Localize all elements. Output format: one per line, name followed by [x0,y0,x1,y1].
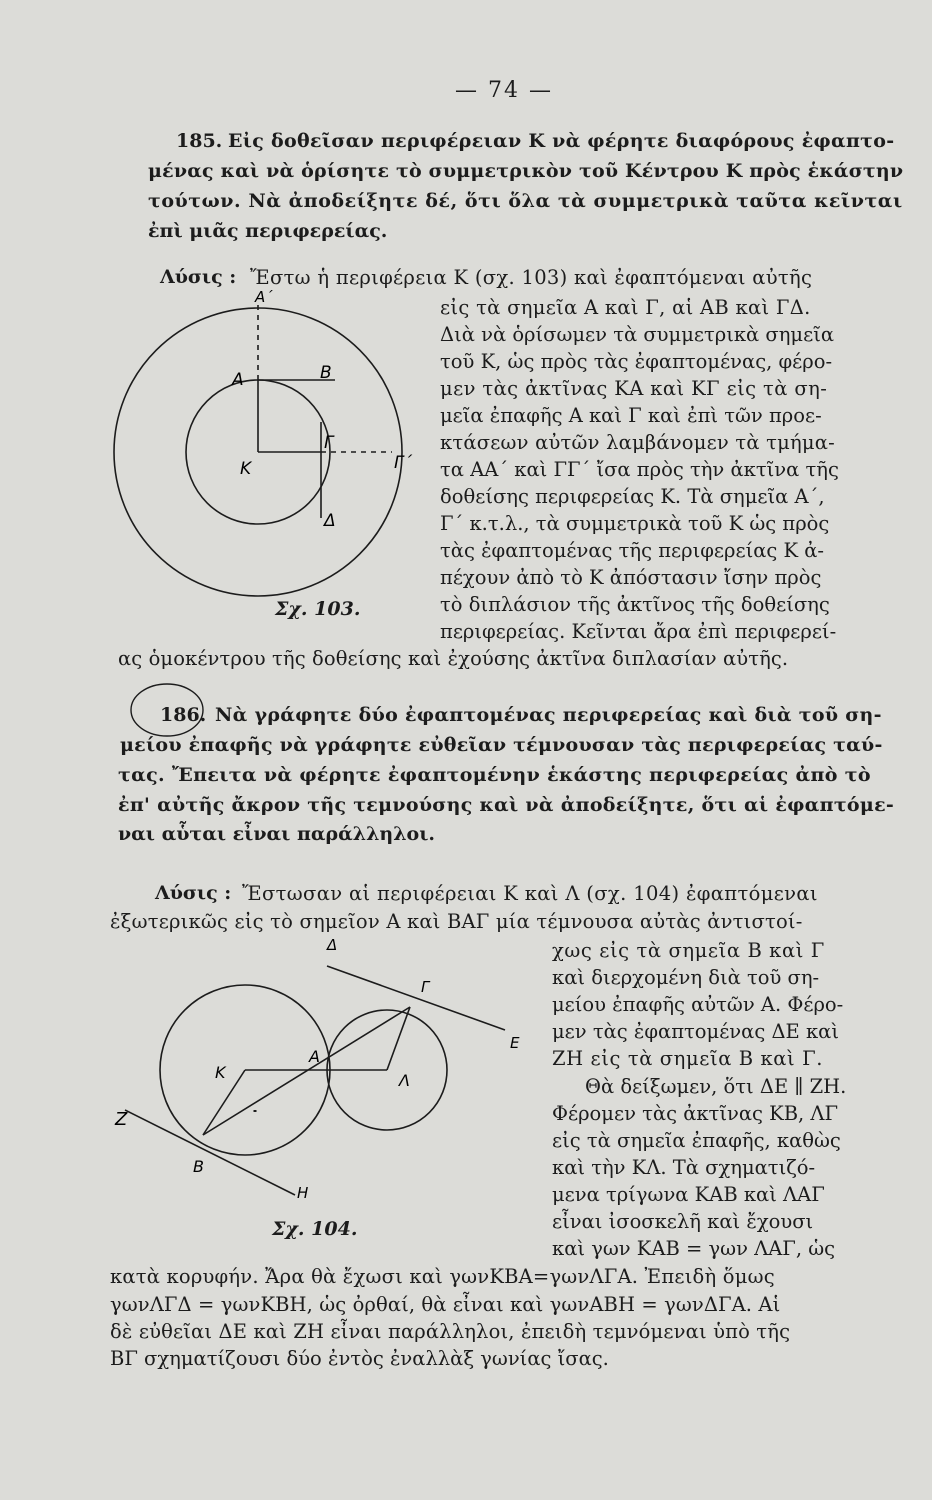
problem-185-line: Εἰς δοθεῖσαν περιφέρειαν Κ νὰ φέρητε διαφόρους ἐφαπτο- [228,130,895,152]
fig103-label-D: Δ [324,511,336,531]
solution-186-line: γωνΛΓΔ = γωνΚΒΗ, ὡς ὀρθαί, θὰ εἶναι καὶ γωνΑΒΗ = γωνΔΓΑ. Αἱ [110,1293,781,1316]
fig104-label-B: Β [193,1157,204,1176]
solution-185-line: πέχουν ἀπὸ τὸ Κ ἀπόστασιν ἴσην πρὸς [440,566,822,589]
solution-186-line: Φέρομεν τὰς ἀκτῖνας ΚΒ, ΛΓ [552,1102,839,1125]
figure-103 [110,290,440,620]
solution-185-line: ας ὁμοκέντρου τῆς δοθείσης καὶ ἐχούσης ἀκτῖνα διπλασίαν αὐτῆς. [118,647,789,670]
fig103-label-B: Β [320,363,332,383]
problem-186-line: Νὰ γράφητε δύο ἐφαπτομένας περιφερείας καὶ διὰ τοῦ ση- [215,704,882,726]
fig103-label-K: Κ [240,459,252,479]
solution-186-line: κατὰ κορυφήν. Ἄρα θὰ ἔχωσι καὶ γωνΚΒΑ=γωνΛΓΑ. Ἐπειδὴ ὅμως [110,1265,775,1288]
solution-185-line: κτάσεων αὐτῶν λαμβάνομεν τὰ τμήμα- [440,431,835,454]
solution-186-line: καὶ διερχομένη διὰ τοῦ ση- [552,966,820,989]
problem-186-number: 186. [160,704,207,726]
solution-185-line: Διὰ νὰ ὁρίσωμεν τὰ συμμετρικὰ σημεῖα [440,323,835,346]
solution-185-line: τὸ διπλάσιον τῆς ἀκτῖνος τῆς δοθείσης [440,593,830,616]
solution-186-line: μεν τὰς ἐφαπτομένας ΔΕ καὶ [552,1020,839,1043]
solution-186-line: καὶ γων ΚΑΒ = γων ΛΑΓ, ὡς [552,1237,836,1260]
fig103-label-G-prime: Γ΄ [394,453,412,473]
problem-186-line: ἐπ' αὐτῆς ἄκρον τῆς τεμνούσης καὶ νὰ ἀποδείξητε, ὅτι αἱ ἐφαπτόμε- [118,794,895,816]
fig104-label-L: Λ [399,1071,410,1090]
page-number: — 74 — [455,78,553,103]
fig103-label-A-prime: Α΄ [255,290,273,306]
radius-LG [387,1007,410,1070]
solution-186-line: μενα τρίγωνα ΚΑΒ καὶ ΛΑΓ [552,1183,825,1206]
problem-186-line: ναι αὗται εἶναι παράλληλοι. [118,823,436,845]
solution-185-line: εἰς τὰ σημεῖα Α καὶ Γ, αἱ ΑΒ καὶ ΓΔ. [440,296,811,319]
solution-185-line: τοῦ Κ, ὡς πρὸς τὰς ἐφαπτομένας, φέρο- [440,350,833,373]
fig104-label-D: Δ [327,936,338,954]
fig104-label-H: Η [297,1184,309,1202]
solution-186-line: χως εἰς τὰ σημεῖα Β καὶ Γ [552,939,825,962]
solution-185-line: δοθείσης περιφερείας Κ. Τὰ σημεῖα Α΄, [440,485,825,508]
solution-185-line: μεῖα ἐπαφῆς Α καὶ Γ καὶ ἐπὶ τῶν προε- [440,404,822,427]
problem-185-line: μένας καὶ νὰ ὁρίσητε τὸ συμμετρικὸν τοῦ Κέντρου Κ πρὸς ἑκάστην [148,160,904,182]
solution-186-line: Θὰ δείξωμεν, ὅτι ΔΕ ∥ ΖΗ. [585,1075,847,1098]
solution-186-line: εἶναι ἰσοσκελῆ καὶ ἔχουσι [552,1210,814,1233]
solution-185-line: μεν τὰς ἀκτῖνας ΚΑ καὶ ΚΓ εἰς τὰ ση- [440,377,828,400]
figure-104-caption: Σχ. 104. [272,1218,358,1240]
figure-103-caption: Σχ. 103. [275,598,361,620]
solution-185-line: Ἔστω ἡ περιφέρεια Κ (σχ. 103) καὶ ἐφαπτόμεναι αὐτῆς [250,266,813,289]
solution-185-line: Γ΄ κ.τ.λ., τὰ συμμετρικὰ τοῦ Κ ὡς πρὸς [440,512,830,535]
solution-186-line: Ἔστωσαν αἱ περιφέρειαι Κ καὶ Λ (σχ. 104) ἐφαπτόμεναι [242,882,818,905]
fig104-label-Z: Ζ [115,1109,128,1130]
fig103-label-A: Α [232,370,244,390]
solution-186-line: καὶ τὴν ΚΛ. Τὰ σχηματιζό- [552,1156,816,1179]
solution-185-line: τὰς ἐφαπτομένας τῆς περιφερείας Κ ἀ- [440,539,825,562]
solution-186-line: δὲ εὐθεῖαι ΔΕ καὶ ΖΗ εἶναι παράλληλοι, ἐπειδὴ τεμνόμεναι ὑπὸ τῆς [110,1320,791,1343]
fig103-label-G: Γ [324,433,334,453]
solution-185-line: τα ΑΑ΄ καὶ ΓΓ΄ ἴσα πρὸς τὴν ἀκτῖνα τῆς [440,458,839,481]
problem-186-line: μείου ἐπαφῆς νὰ γράφητε εὐθεῖαν τέμνουσαν τὰς περιφερείας ταύ- [120,734,883,756]
solution-186-line: ΒΓ σχηματίζουσι δύο ἐντὸς ἐναλλὰξ γωνίας ἴσας. [110,1347,609,1370]
fig104-label-E: Ε [510,1034,520,1052]
problem-185-line: ἐπὶ μιᾶς περιφερείας. [148,220,388,242]
fig104-label-A: Α [309,1047,320,1066]
solution-186-label: Λύσις : [155,882,232,904]
fig104-label-K: Κ [215,1063,226,1082]
problem-185-number: 185. [176,130,223,152]
figure-104 [105,930,550,1220]
secant-BAG [203,1007,410,1135]
solution-186-line: μείου ἐπαφῆς αὐτῶν Α. Φέρο- [552,993,844,1016]
solution-186-line: ΖΗ εἰς τὰ σημεῖα Β καὶ Γ. [552,1047,824,1070]
solution-186-line: εἰς τὰ σημεῖα ἐπαφῆς, καθὼς [552,1129,841,1152]
problem-185-line: τούτων. Νὰ ἀποδείξητε δέ, ὅτι ὅλα τὰ συμμετρικὰ ταῦτα κεῖνται [148,190,903,212]
problem-186-line: τας. Ἔπειτα νὰ φέρητε ἐφαπτομένην ἑκάστης περιφερείας ἀπὸ τὸ [118,764,871,786]
solution-186-line: ἐξωτερικῶς εἰς τὸ σημεῖον Α καὶ ΒΑΓ μία τέμνουσα αὐτὰς ἀντιστοί- [110,910,803,933]
solution-185-label: Λύσις : [160,266,237,288]
fig104-label-G: Γ [421,978,430,996]
solution-185-line: περιφερείας. Κεῖνται ἄρα ἐπὶ περιφερεί- [440,620,837,643]
